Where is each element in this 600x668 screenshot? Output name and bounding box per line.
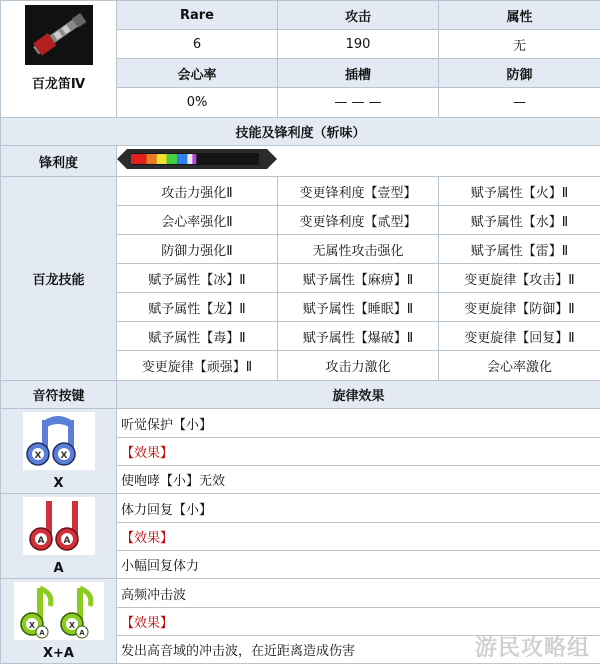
stat-header-defense: 防御 xyxy=(439,59,600,88)
sharpness-segment xyxy=(157,154,167,164)
weapon-name: 百龙笛Ⅳ xyxy=(31,77,86,92)
hundred-dragon-label: 百龙技能 xyxy=(1,177,117,381)
melody-effect-text: 发出高音域的冲击波，在近距离造成伤害 xyxy=(117,636,600,664)
hd-skill: 赋予属性【爆破】Ⅱ xyxy=(278,322,439,351)
red-double-note-icon xyxy=(23,497,95,555)
hd-skill: 赋予属性【睡眠】Ⅱ xyxy=(278,293,439,322)
melody-name: 体力回复【小】 xyxy=(117,494,600,523)
stat-header-slots: 插槽 xyxy=(278,59,439,88)
hd-skill: 变更旋律【攻击】Ⅱ xyxy=(439,264,600,293)
hd-skill: 赋予属性【麻痹】Ⅱ xyxy=(278,264,439,293)
melody-effect-label: 【效果】 xyxy=(117,608,600,636)
melody-effect-label: 【效果】 xyxy=(117,523,600,551)
svg-text:X: X xyxy=(68,620,75,630)
svg-text:X: X xyxy=(60,450,67,461)
stat-header-element: 属性 xyxy=(439,1,600,30)
blue-double-note-icon xyxy=(23,412,95,470)
melody-name: 听觉保护【小】 xyxy=(117,409,600,438)
note-x-cell xyxy=(1,409,117,494)
hd-skill: 攻击力强化Ⅱ xyxy=(117,177,278,206)
note-xa-cell xyxy=(1,579,117,664)
hd-skill: 变更旋律【顽强】Ⅱ xyxy=(117,351,278,381)
hd-skill: 无属性攻击强化 xyxy=(278,235,439,264)
hd-skill: 赋予属性【水】Ⅱ xyxy=(439,206,600,235)
melody-effect-text: 小幅回复体力 xyxy=(117,551,600,579)
hd-skill: 变更锋利度【壹型】 xyxy=(278,177,439,206)
stat-value-defense: — xyxy=(439,88,600,118)
stat-value-element: 无 xyxy=(439,30,600,59)
sharpness-segment xyxy=(187,154,192,164)
melody-effect-header: 旋律效果 xyxy=(117,381,600,409)
hd-skill: 攻击力激化 xyxy=(278,351,439,381)
watermark: 游民攻略组 xyxy=(474,636,590,661)
skills-title: 技能及锋利度（斩味） xyxy=(1,118,600,146)
hunting-horn-icon xyxy=(25,5,93,65)
hd-skill: 赋予属性【毒】Ⅱ xyxy=(117,322,278,351)
svg-text:A: A xyxy=(63,535,70,546)
green-double-note-icon xyxy=(14,582,104,640)
hd-skill: 会心率强化Ⅱ xyxy=(117,206,278,235)
stat-header-rare: Rare xyxy=(117,1,278,30)
sharpness-cell xyxy=(117,146,600,177)
hd-skill: 赋予属性【火】Ⅱ xyxy=(439,177,600,206)
hd-skill: 赋予属性【雷】Ⅱ xyxy=(439,235,600,264)
hd-skill: 会心率激化 xyxy=(439,351,600,381)
melody-name: 高频冲击波 xyxy=(117,579,600,608)
hd-skill: 变更锋利度【贰型】 xyxy=(278,206,439,235)
hd-skill: 变更旋律【防御】Ⅱ xyxy=(439,293,600,322)
sharpness-segment xyxy=(167,154,177,164)
stat-value-attack: 190 xyxy=(278,30,439,59)
svg-text:A: A xyxy=(78,628,85,637)
sharpness-bar xyxy=(117,146,277,172)
melody-notes-header: 音符按键 xyxy=(1,381,117,409)
note-a-cell xyxy=(1,494,117,579)
svg-text:X: X xyxy=(28,620,35,630)
sharpness-segment xyxy=(177,154,187,164)
stat-value-slots: — — — xyxy=(278,88,439,118)
melody-effect-text: 使咆哮【小】无效 xyxy=(117,466,600,494)
hd-skill: 防御力强化Ⅱ xyxy=(117,235,278,264)
hd-skill: 赋予属性【冰】Ⅱ xyxy=(117,264,278,293)
sharpness-segment xyxy=(146,154,156,164)
hd-skill: 赋予属性【龙】Ⅱ xyxy=(117,293,278,322)
svg-text:A: A xyxy=(37,535,44,546)
sharpness-segment xyxy=(131,154,146,164)
stat-header-attack: 攻击 xyxy=(278,1,439,30)
hd-skill: 变更旋律【回复】Ⅱ xyxy=(439,322,600,351)
note-key-label: X xyxy=(53,475,64,491)
note-key-label: A xyxy=(53,560,64,576)
melody-effect-label: 【效果】 xyxy=(117,438,600,466)
stat-value-affinity: 0% xyxy=(117,88,278,118)
sharpness-segment xyxy=(192,154,196,164)
stat-value-rare: 6 xyxy=(117,30,278,59)
svg-text:A: A xyxy=(38,628,45,637)
svg-text:X: X xyxy=(34,450,41,461)
note-key-label: X+A xyxy=(43,645,74,661)
stat-header-affinity: 会心率 xyxy=(117,59,278,88)
weapon-cell xyxy=(1,1,117,118)
sharpness-label: 锋利度 xyxy=(1,146,117,177)
